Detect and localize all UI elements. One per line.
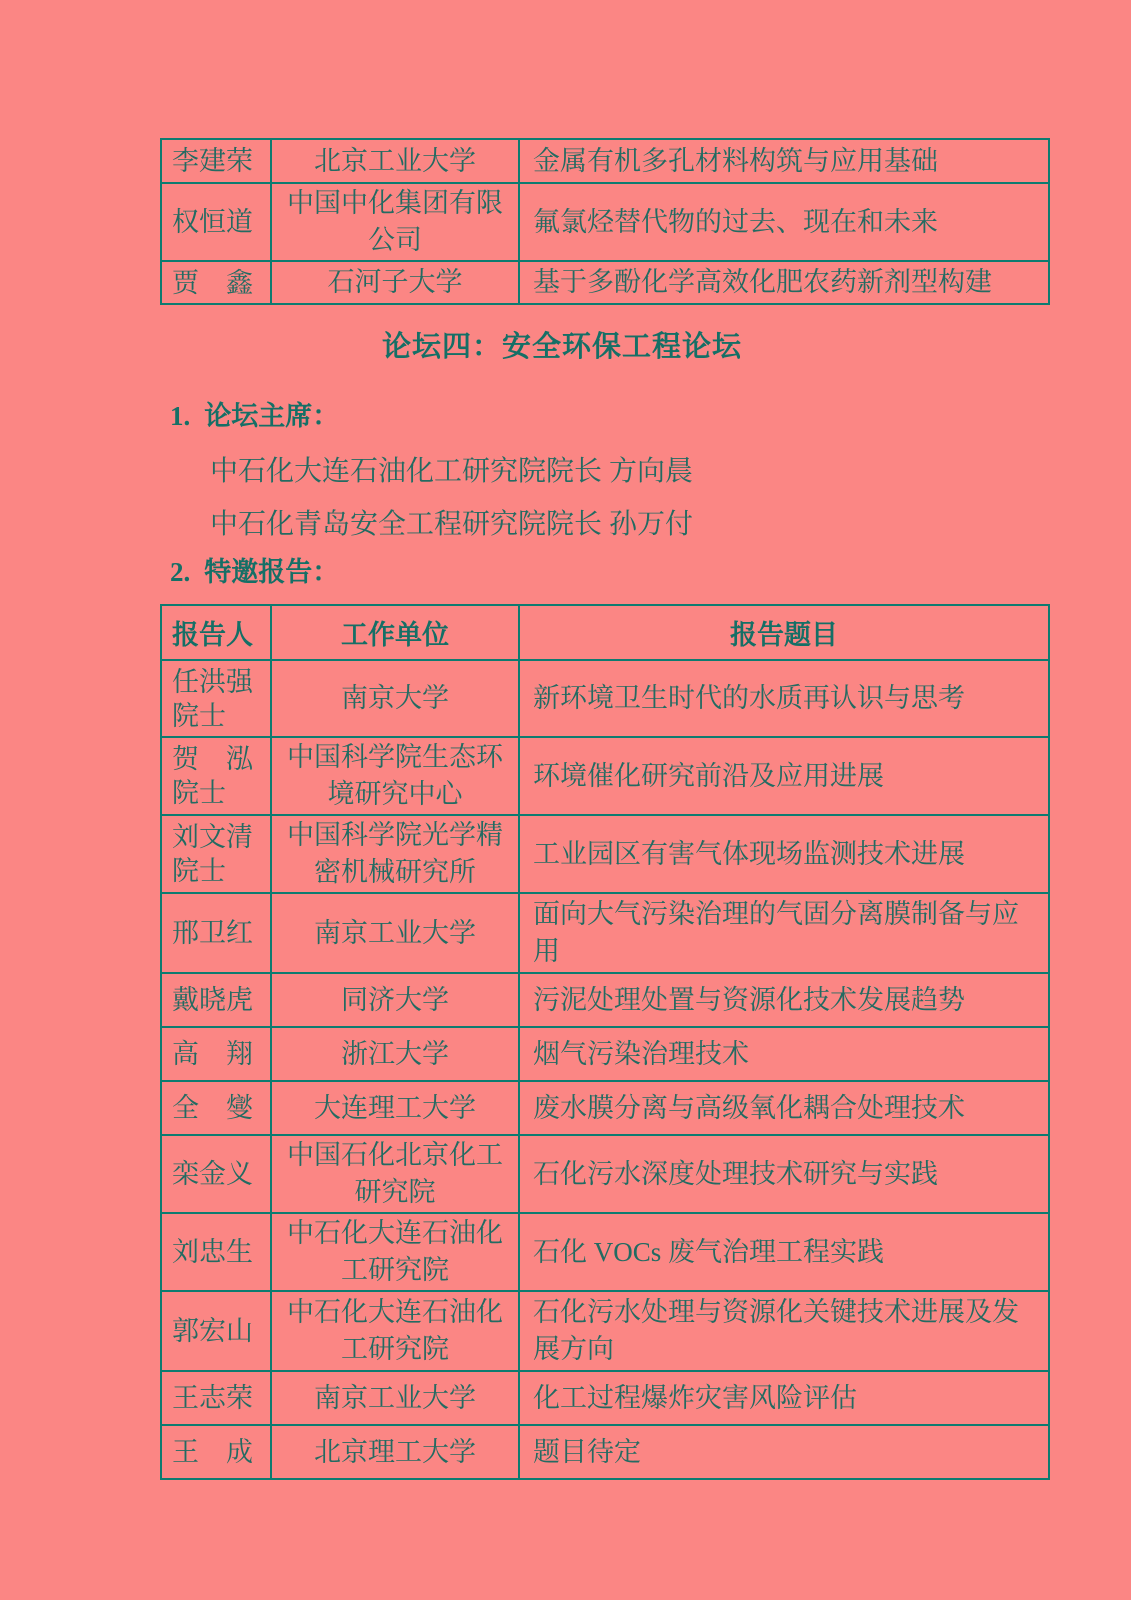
table-row xyxy=(161,1213,1049,1291)
reporter-name-cell: 刘文清院士 xyxy=(161,815,271,893)
work-unit-cell: 石河子大学 xyxy=(271,261,519,304)
reporter-name-cell: 贺 泓院士 xyxy=(161,737,271,815)
work-unit-cell: 浙江大学 xyxy=(271,1027,519,1081)
table-row xyxy=(161,1425,1049,1479)
work-unit-cell: 中国科学院生态环境研究中心 xyxy=(271,737,519,815)
table-header-row xyxy=(161,605,1049,660)
work-unit-cell: 中国中化集团有限公司 xyxy=(271,183,519,261)
report-title-cell: 面向大气污染治理的气固分离膜制备与应用 xyxy=(519,893,1049,973)
header-work-unit: 工作单位 xyxy=(271,605,519,660)
previous-forum-reports-table xyxy=(160,138,1050,305)
reporter-name-cell: 王志荣 xyxy=(161,1371,271,1425)
report-title-cell: 氟氯烃替代物的过去、现在和未来 xyxy=(519,183,1049,261)
work-unit-cell: 中石化大连石油化工研究院 xyxy=(271,1213,519,1291)
section-number: 1. xyxy=(170,401,191,431)
work-unit-cell: 中石化大连石油化工研究院 xyxy=(271,1291,519,1371)
table-row xyxy=(161,973,1049,1027)
invited-reports-table-section xyxy=(160,604,1048,1480)
report-title-cell: 石化 VOCs 废气治理工程实践 xyxy=(519,1213,1049,1291)
report-title-cell: 化工过程爆炸灾害风险评估 xyxy=(519,1371,1049,1425)
work-unit-cell: 南京大学 xyxy=(271,660,519,737)
report-title-cell: 题目待定 xyxy=(519,1425,1049,1479)
work-unit-cell: 中国科学院光学精密机械研究所 xyxy=(271,815,519,893)
section-number: 2. xyxy=(170,557,191,587)
forum-chair-line: 中石化青岛安全工程研究院院长 孙万付 xyxy=(210,509,694,540)
report-title-cell: 环境催化研究前沿及应用进展 xyxy=(519,737,1049,815)
reporter-name-cell: 高 翔 xyxy=(161,1027,271,1081)
reporter-name-cell: 全 燮 xyxy=(161,1081,271,1135)
table-row xyxy=(161,737,1049,815)
table-row xyxy=(161,1081,1049,1135)
report-title-cell: 石化污水处理与资源化关键技术进展及发展方向 xyxy=(519,1291,1049,1371)
table-row xyxy=(161,1027,1049,1081)
report-title-cell: 新环境卫生时代的水质再认识与思考 xyxy=(519,660,1049,737)
report-title-cell: 金属有机多孔材料构筑与应用基础 xyxy=(519,139,1049,183)
report-title-cell: 石化污水深度处理技术研究与实践 xyxy=(519,1135,1049,1213)
table-row xyxy=(161,815,1049,893)
work-unit-cell: 北京工业大学 xyxy=(271,139,519,183)
report-title-cell: 废水膜分离与高级氧化耦合处理技术 xyxy=(519,1081,1049,1135)
work-unit-cell: 中国石化北京化工研究院 xyxy=(271,1135,519,1213)
reporter-name-cell: 栾金义 xyxy=(161,1135,271,1213)
header-reporter: 报告人 xyxy=(161,605,271,660)
section-title: 特邀报告： xyxy=(204,557,340,587)
reporter-name-cell: 刘忠生 xyxy=(161,1213,271,1291)
header-report-title: 报告题目 xyxy=(519,605,1049,660)
work-unit-cell: 南京工业大学 xyxy=(271,893,519,973)
table-row xyxy=(161,1371,1049,1425)
invited-reports-table xyxy=(160,604,1050,1480)
table-row xyxy=(161,183,1049,261)
reporter-name-cell: 王 成 xyxy=(161,1425,271,1479)
document-page xyxy=(160,0,1048,1480)
reporter-name-cell: 贾 鑫 xyxy=(161,261,271,304)
reporter-name-cell: 戴晓虎 xyxy=(161,973,271,1027)
report-title-cell: 污泥处理处置与资源化技术发展趋势 xyxy=(519,973,1049,1027)
table-row xyxy=(161,660,1049,737)
forum-chair-line: 中石化大连石油化工研究院院长 方向晨 xyxy=(210,456,694,487)
reporter-name-cell: 李建荣 xyxy=(161,139,271,183)
section-title: 论坛主席： xyxy=(204,401,340,431)
table-row xyxy=(161,893,1049,973)
table-row xyxy=(161,1291,1049,1371)
work-unit-cell: 同济大学 xyxy=(271,973,519,1027)
work-unit-cell: 北京理工大学 xyxy=(271,1425,519,1479)
table-row xyxy=(161,261,1049,304)
work-unit-cell: 南京工业大学 xyxy=(271,1371,519,1425)
table-row xyxy=(161,1135,1049,1213)
previous-forum-table-section xyxy=(160,138,1048,305)
reporter-name-cell: 邢卫红 xyxy=(161,893,271,973)
reporter-name-cell: 任洪强院士 xyxy=(161,660,271,737)
reporter-name-cell: 权恒道 xyxy=(161,183,271,261)
section-invited-reports-label xyxy=(170,555,1048,589)
report-title-cell: 烟气污染治理技术 xyxy=(519,1027,1049,1081)
reporter-name-cell: 郭宏山 xyxy=(161,1291,271,1371)
section-chairs-label xyxy=(170,399,1048,433)
forum-heading: 论坛四：安全环保工程论坛 xyxy=(381,331,742,363)
work-unit-cell: 大连理工大学 xyxy=(271,1081,519,1135)
table-row xyxy=(161,139,1049,183)
report-title-cell: 基于多酚化学高效化肥农药新剂型构建 xyxy=(519,261,1049,304)
report-title-cell: 工业园区有害气体现场监测技术进展 xyxy=(519,815,1049,893)
